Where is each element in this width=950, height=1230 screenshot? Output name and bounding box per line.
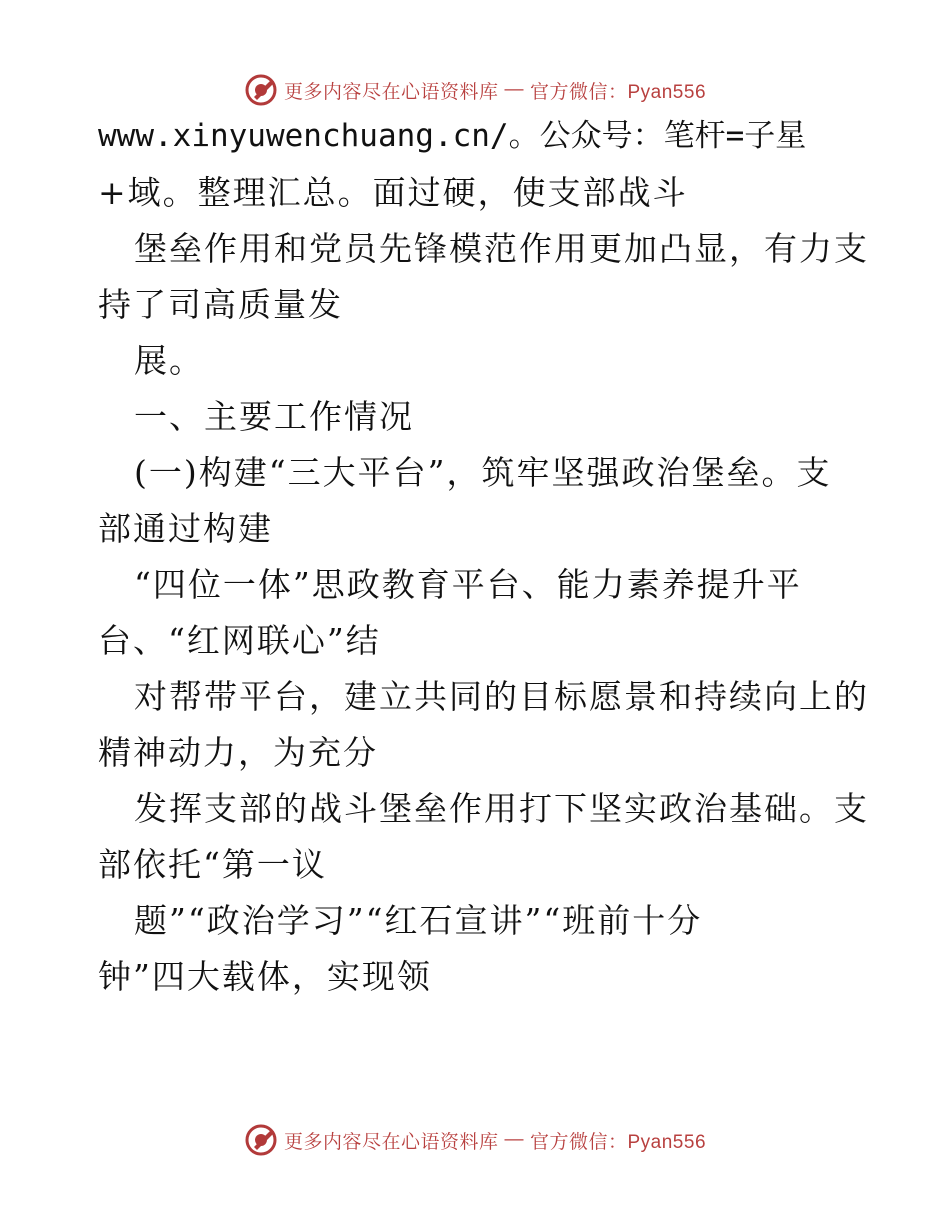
body-line: 持了司高质量发 bbox=[98, 285, 343, 324]
body-line: 发挥支部的战斗堡垒作用打下坚实政治基础。支 bbox=[134, 789, 869, 828]
header-wechat-text: 官方微信：Pyan556 bbox=[530, 81, 707, 103]
body-line: 精神动力，为充分 bbox=[98, 733, 378, 772]
body-line: www.xinyuwenchuang.cn/。公众号：笔杆=子星 bbox=[98, 118, 807, 154]
body-line: 部依托“第一议 bbox=[98, 845, 327, 884]
body-line: 堡垒作用和党员先锋模范作用更加凸显，有力支 bbox=[134, 229, 869, 268]
body-line: 展。 bbox=[134, 341, 204, 380]
body-line: “四位一体”思政教育平台、能力素养提升平 bbox=[134, 565, 802, 604]
body-line: 台、“红网联心”结 bbox=[98, 621, 381, 660]
body-line: 对帮带平台，建立共同的目标愿景和持续向上的 bbox=[134, 677, 869, 716]
body-line: 钟”四大载体，实现领 bbox=[98, 957, 432, 996]
footer-wechat-text: 官方微信：Pyan556 bbox=[530, 1131, 707, 1153]
footer-separator: — bbox=[504, 1129, 524, 1150]
footer-brand-text: 更多内容尽在心语资料库 bbox=[283, 1131, 499, 1153]
header-brand-text: 更多内容尽在心语资料库 bbox=[283, 81, 499, 103]
body-line: 题”“政治学习”“红石宣讲”“班前十分 bbox=[134, 901, 703, 940]
pen-logo-icon bbox=[244, 1123, 278, 1157]
header-watermark bbox=[0, 70, 950, 110]
document-body bbox=[98, 118, 869, 1016]
body-line: 部通过构建 bbox=[98, 509, 273, 548]
header-separator: — bbox=[504, 79, 524, 100]
pen-logo-icon bbox=[244, 73, 278, 107]
section-heading: 一、主要工作情况 bbox=[134, 397, 414, 436]
body-line: (一)构建“三大平台”，筑牢坚强政治堡垒。支 bbox=[134, 453, 832, 492]
body-line: +域。整理汇总。面过硬，使支部战斗 bbox=[98, 173, 688, 212]
footer-watermark bbox=[0, 1120, 950, 1160]
